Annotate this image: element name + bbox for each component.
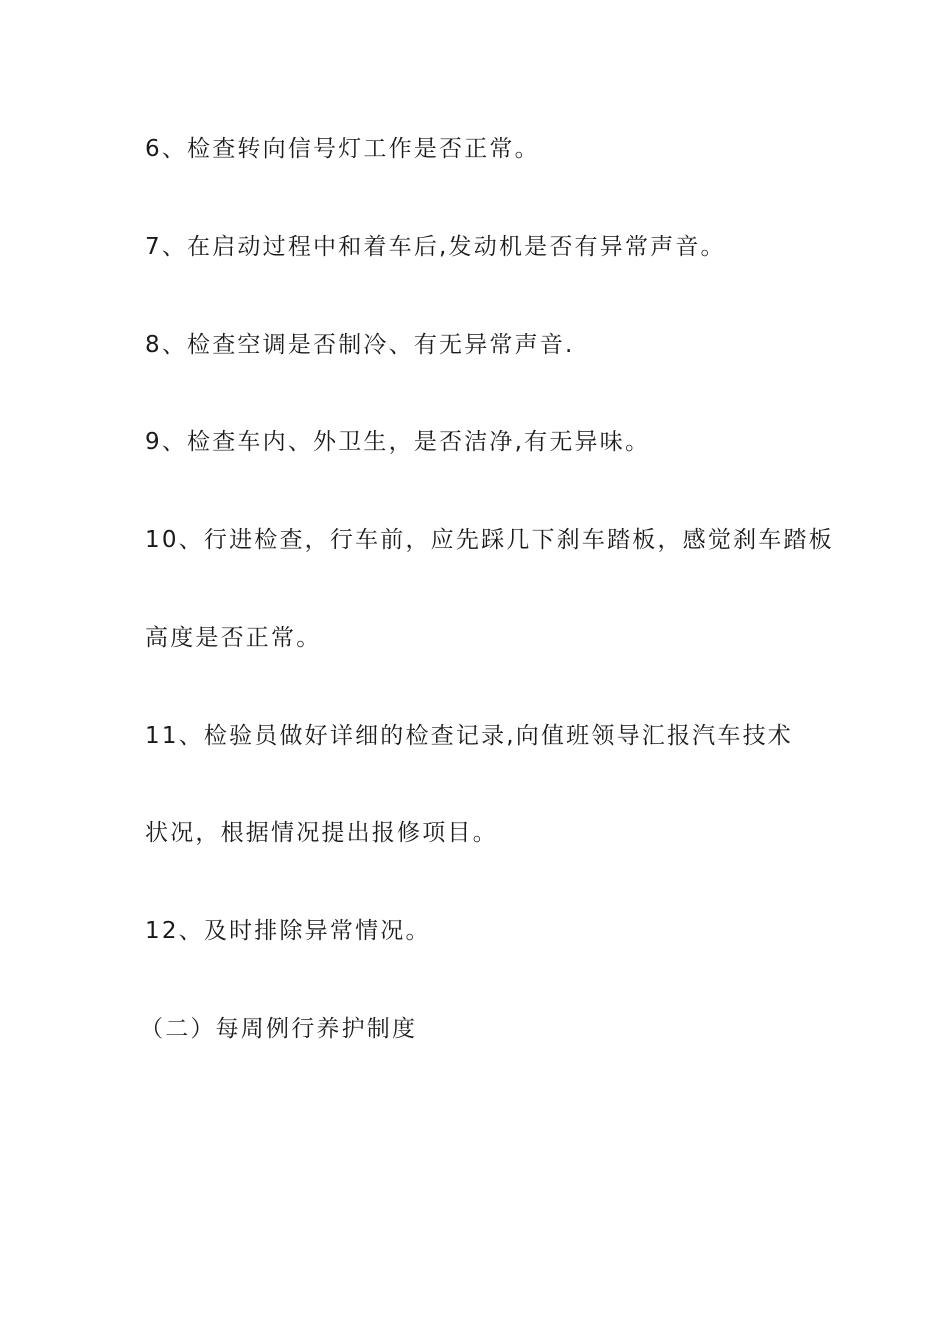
section-heading: （二）每周例行养护制度	[140, 1016, 418, 1042]
item-10-text-line-1: 10、行进检查，行车前，应先踩几下刹车踏板，感觉刹车踏板	[145, 527, 834, 553]
item-7-text: 7、在启动过程中和着车后,发动机是否有异常声音。	[145, 234, 726, 260]
item-10-text-line-2: 高度是否正常。	[145, 625, 322, 651]
item-12-text: 12、及时排除异常情况。	[145, 918, 431, 944]
item-6-text: 6、检查转向信号灯工作是否正常。	[145, 136, 540, 162]
item-11-text-line-2: 状况，根据情况提出报修项目。	[145, 820, 498, 846]
item-11-text-line-1: 11、检验员做好详细的检查记录,向值班领导汇报汽车技术	[145, 723, 793, 749]
item-9-text: 9、检查车内、外卫生，是否洁净,有无异味。	[145, 429, 651, 455]
item-8-text: 8、检查空调是否制冷、有无异常声音.	[145, 332, 575, 358]
